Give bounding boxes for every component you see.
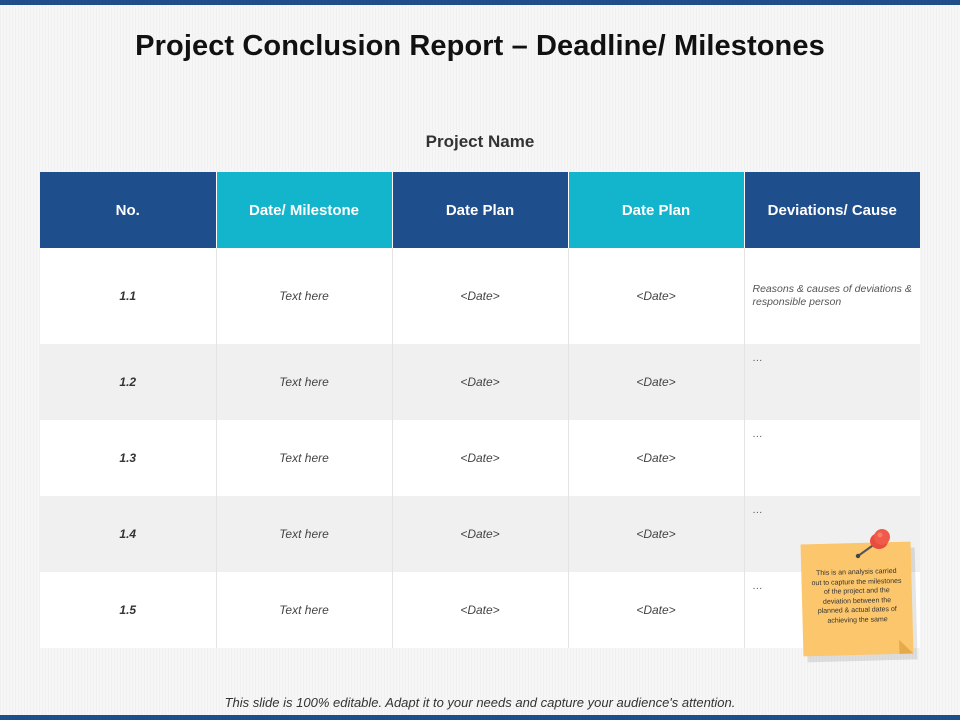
date-plan-cell: <Date> [392,420,568,496]
row-number: 1.1 [40,248,216,344]
push-pin-icon [852,528,896,562]
table-row [40,420,920,496]
milestone-cell: Text here [216,420,392,496]
table-header-row [40,172,920,248]
deviation-cell: … [744,344,920,420]
date-plan-cell-2: <Date> [568,248,744,344]
date-plan-cell-2: <Date> [568,572,744,648]
milestone-cell: Text here [216,496,392,572]
header-deviations-cause: Deviations/ Cause [744,172,920,248]
header-date-plan: Date Plan [392,172,568,248]
row-number: 1.4 [40,496,216,572]
date-plan-cell-2: <Date> [568,496,744,572]
milestones-table [40,172,920,648]
deviation-cell: … [744,420,920,496]
footer-caption: This slide is 100% editable. Adapt it to your needs and capture your audience's attention. [224,695,736,710]
date-plan-cell: <Date> [392,496,568,572]
milestone-cell: Text here [216,344,392,420]
slide-title: Project Conclusion Report – Deadline/ Milestones [135,30,825,62]
date-plan-cell-2: <Date> [568,420,744,496]
header-date-plan-2: Date Plan [568,172,744,248]
header-date-milestone: Date/ Milestone [216,172,392,248]
deviation-cell: … [744,496,920,572]
row-number: 1.3 [40,420,216,496]
milestone-cell: Text here [216,572,392,648]
deviation-cell: … [744,572,920,648]
table-row [40,496,920,572]
date-plan-cell: <Date> [392,248,568,344]
sticky-note-fold [899,640,913,654]
project-name-label: Project Name [425,132,535,151]
date-plan-cell-2: <Date> [568,344,744,420]
header-no: No. [40,172,216,248]
date-plan-cell: <Date> [392,344,568,420]
sticky-note-text: This is an analysis carried out to capture the milestones of the project and the deviation between the planned & actual dates of achieving the same [811,567,902,625]
deviation-cell: Reasons & causes of deviations & responsible person [744,248,920,344]
table-row [40,344,920,420]
row-number: 1.2 [40,344,216,420]
table-row [40,572,920,648]
bottom-accent-bar [0,715,960,720]
top-accent-bar [0,0,960,5]
date-plan-cell: <Date> [392,572,568,648]
row-number: 1.5 [40,572,216,648]
table-row [40,248,920,344]
milestone-cell: Text here [216,248,392,344]
